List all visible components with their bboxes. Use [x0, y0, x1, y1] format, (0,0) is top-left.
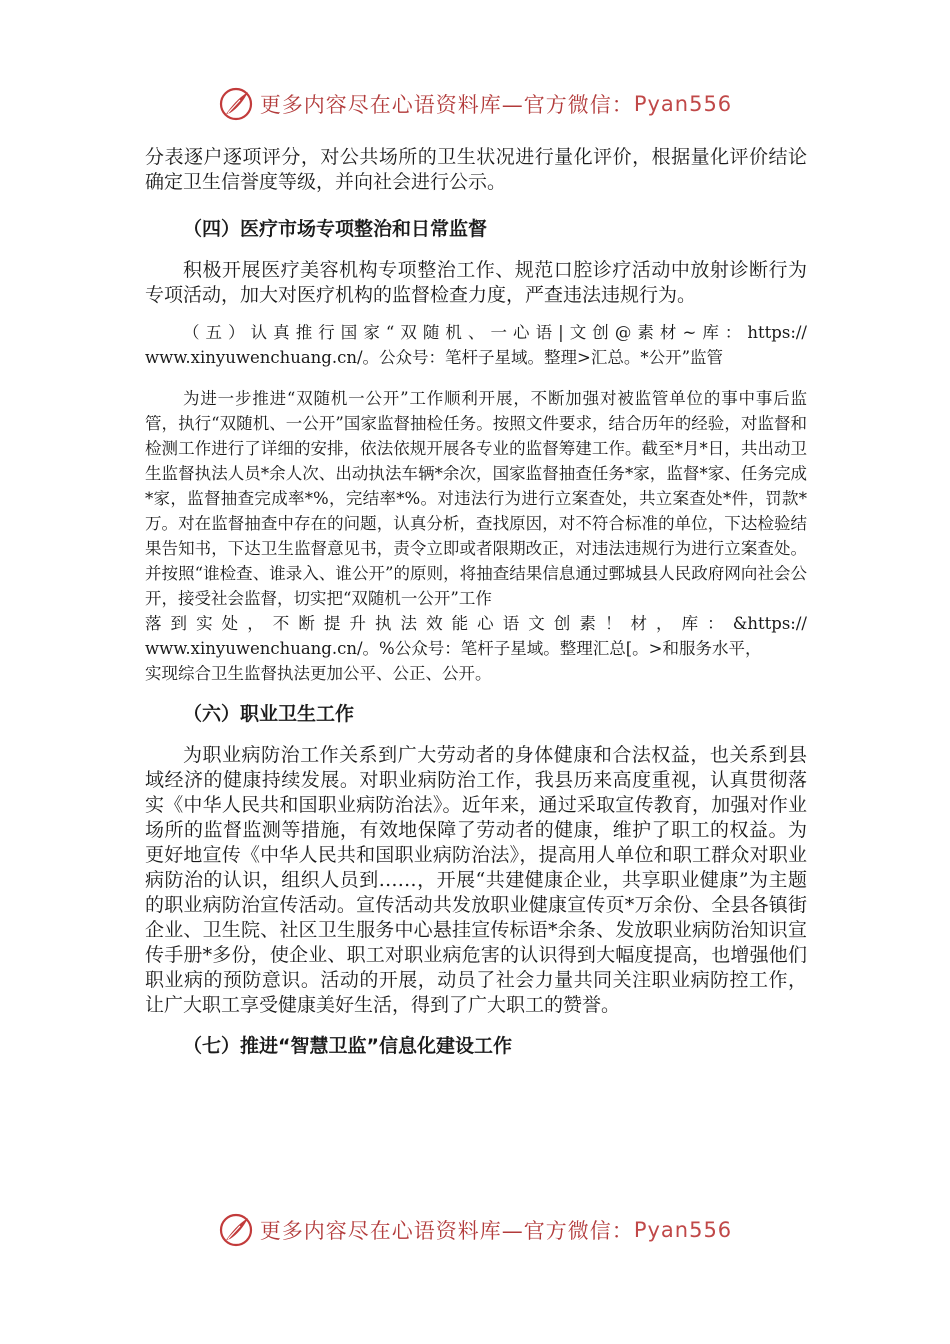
paragraph-medical-market: 积极开展医疗美容机构专项整治工作、规范口腔诊疗活动中放射诊断行为专项活动，加大对医疗机构的监督检查力度，严查违法违规行为。 [145, 259, 807, 306]
paragraph-double-random-tail1: www.xinyuwenchuang.cn/。%公众号：笔杆子星域。整理汇总[。>和服务水平， [145, 639, 762, 658]
paragraph-double-random-tail2: 实现综合卫生监督执法更加公平、公正、公开。 [145, 664, 492, 683]
paragraph-scoring: 分表逐户逐项评分，对公共场所的卫生状况进行量化评价，根据量化评价结论确定卫生信誉度等级，并向社会进行公示。 [145, 146, 807, 193]
banner-text: 更多内容尽在心语资料库—官方微信： [259, 1219, 634, 1243]
header-banner [0, 82, 950, 126]
paragraph-occupational-health: 为职业病防治工作关系到广大劳动者的身体健康和合法权益，也关系到县域经济的健康持续发展。对职业病防治工作，我县历来高度重视，认真贯彻落实《中华人民共和国职业病防治法》。近年来，通过采取宣传教育，加强对作业场所的监督监测等措施，有效地保障了劳动者的健康，维护了职工的权益。为更好地宣传《中华人民共和国职业病防治法》，提高用人单位和职工群众对职业病防治的认识，组织人员到……，开展“共建健康企业，共享职业健康”为主题的职业病防治宣传活动。宣传活动共发放职业健康宣传页*万余份、全县各镇街企业、卫生院、社区卫生服务中心悬挂宣传标语*余条、发放职业病防治知识宣传手册*多份，使企业、职工对职业病危害的认识得到大幅度提高，也增强他们职业病的预防意识。活动的开展，动员了社会力量共同关注职业病防控工作，让广大职工享受健康美好生活，得到了广大职工的赞誉。 [145, 744, 807, 1016]
paragraph-double-random: 为进一步推进“双随机一公开”工作顺利开展，不断加强对被监管单位的事中事后监管，执行“双随机、一公开”国家监督抽检任务。按照文件要求，结合历年的经验，对监督和检测工作进行了详细的安排，依法依规开展各专业的监督筹建工作。截至*月*日，共出动卫生监督执法人员*余人次、出动执法车辆*余次，国家监督抽查任务*家，监督*家、任务完成*家，监督抽查完成率*%，完结率*%。对违法行为进行立案查处，共立案查处*件，罚款*万。对在监督抽查中存在的问题，认真分析，查找原因，对不符合标准的单位，下达检验结果告知书，下达卫生监督意见书，责令立即或者限期改正，对违法违规行为进行立案查处。并按照“谁检查、谁录入、谁公开”的原则，将抽查结果信息通过鄄城县人民政府网向社会公开，接受社会监督，切实把“双随机一公开”工作 [145, 389, 807, 608]
footer-banner [0, 1208, 950, 1252]
wechat-id: Pyan556 [633, 1218, 733, 1242]
heading-occupational-health: （六）职业卫生工作 [183, 703, 355, 725]
quill-logo-icon [218, 1212, 254, 1248]
document-body [145, 145, 807, 1059]
banner-text: 更多内容尽在心语资料库—官方微信： [259, 93, 634, 117]
wechat-id: Pyan556 [633, 92, 733, 116]
heading-smart-supervision: （七）推进“智慧卫监”信息化建设工作 [183, 1035, 512, 1057]
heading-medical-market: （四）医疗市场专项整治和日常监督 [183, 218, 488, 240]
heading-double-random-line2: www.xinyuwenchuang.cn/。公众号：笔杆子星域。整理>汇总。*公开”监管 [145, 348, 724, 367]
heading-double-random-line1: （五）认真推行国家“双随机、一心语|文创@素材~库：https:// [183, 323, 807, 342]
paragraph-double-random-spread: 落到实处，不断提升执法效能心语文创素！材，库：&https:// [145, 614, 807, 633]
quill-logo-icon [218, 86, 254, 122]
